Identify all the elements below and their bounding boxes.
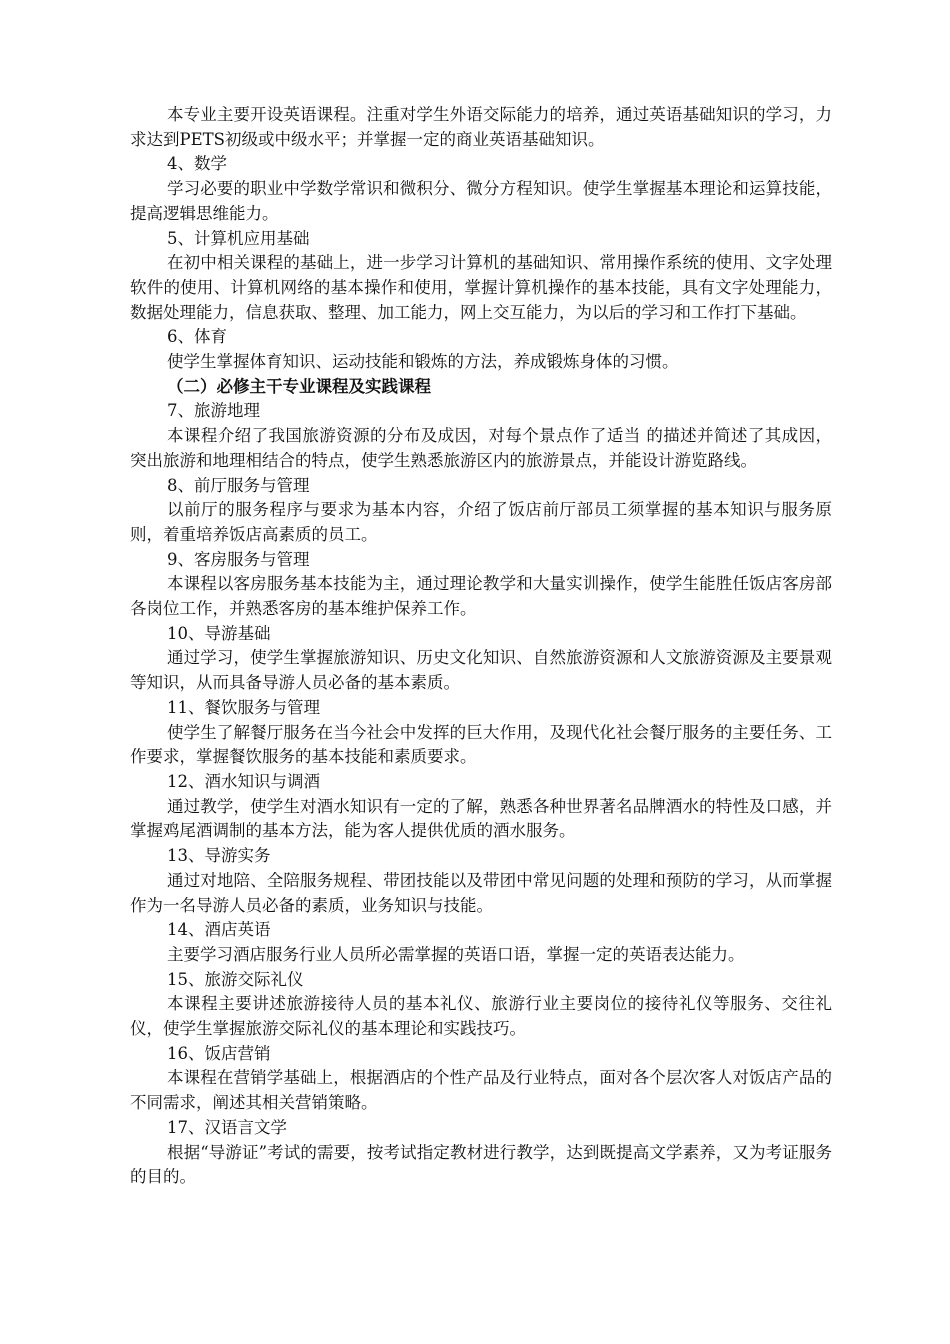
paragraph-computer: 在初中相关课程的基础上，进一步学习计算机的基础知识、常用操作系统的使用、文字处理软件的使用、计算机网络的基本操作和使用，掌握计算机操作的基本技能，具有文字处理能力，数据处理能力，信息获取、整理、加工能力，网上交互能力，为以后的学习和工作打下基础。 [130,253,832,322]
heading-guide-practice: 13、导游实务 [167,846,271,866]
paragraph-guide-basics: 通过学习，使学生掌握旅游知识、历史文化知识、自然旅游资源和人文旅游资源及主要景观等知识，从而具备导游人员必备的基本素质。 [130,648,832,693]
heading-hotel-english: 14、酒店英语 [167,920,271,940]
paragraph-housekeeping: 本课程以客房服务基本技能为主，通过理论教学和大量实训操作，使学生能胜任饭店客房部各岗位工作，并熟悉客房的基本维护保养工作。 [130,574,832,619]
paragraph-etiquette: 本课程主要讲述旅游接待人员的基本礼仪、旅游行业主要岗位的接待礼仪等服务、交往礼仪，使学生掌握旅游交际礼仪的基本理论和实践技巧。 [130,994,832,1039]
heading-guide-basics: 10、导游基础 [167,623,271,643]
heading-math: 4、数学 [167,154,227,174]
paragraph-chinese-literature: 根据“导游证”考试的需要，按考试指定教材进行教学，达到既提高文学素养，又为考证服务的目的。 [130,1142,832,1187]
heading-computer: 5、计算机应用基础 [167,228,310,248]
heading-pe: 6、体育 [167,327,227,347]
paragraph-math: 学习必要的职业中学数学常识和微积分、微分方程知识。使学生掌握基本理论和运算技能，提高逻辑思维能力。 [130,179,832,223]
heading-catering: 11、餐饮服务与管理 [167,697,320,717]
heading-chinese-literature: 17、汉语言文学 [167,1117,287,1137]
heading-front-office: 8、前厅服务与管理 [167,475,310,495]
paragraph-hotel-marketing: 本课程在营销学基础上，根据酒店的个性产品及行业特点，面对各个层次客人对饭店产品的不同需求，阐述其相关营销策略。 [130,1068,832,1113]
heading-beverage: 12、酒水知识与调酒 [167,771,320,791]
paragraph-beverage: 通过教学，使学生对酒水知识有一定的了解，熟悉各种世界著名品牌酒水的特性及口感，并掌握鸡尾酒调制的基本方法，能为客人提供优质的酒水服务。 [130,796,832,841]
heading-hotel-marketing: 16、饭店营销 [167,1043,271,1063]
paragraph-tourism-geography: 本课程介绍了我国旅游资源的分布及成因，对每个景点作了适当 的描述并简述了其成因，突出旅游和地理相结合的特点，使学生熟悉旅游区内的旅游景点，并能设计游览路线。 [130,426,832,470]
document-page [130,103,832,1190]
heading-etiquette: 15、旅游交际礼仪 [167,969,304,989]
paragraph-pe: 使学生掌握体育知识、运动技能和锻炼的方法，养成锻炼身体的习惯。 [167,352,679,372]
section-heading-required-courses: （二）必修主干专业课程及实践课程 [167,376,431,396]
heading-tourism-geography: 7、旅游地理 [167,401,260,421]
paragraph-hotel-english: 主要学习酒店服务行业人员所必需掌握的英语口语，掌握一定的英语表达能力。 [167,944,745,964]
paragraph-english-intro: 本专业主要开设英语课程。注重对学生外语交际能力的培养，通过英语基础知识的学习，力求达到PETS初级或中级水平；并掌握一定的商业英语基础知识。 [130,105,832,149]
paragraph-front-office: 以前厅的服务程序与要求为基本内容，介绍了饭店前厅部员工须掌握的基本知识与服务原则，着重培养饭店高素质的员工。 [130,500,832,544]
heading-housekeeping: 9、客房服务与管理 [167,549,310,569]
paragraph-catering: 使学生了解餐厅服务在当今社会中发挥的巨大作用，及现代化社会餐厅服务的主要任务、工作要求，掌握餐饮服务的基本技能和素质要求。 [130,722,832,767]
paragraph-guide-practice: 通过对地陪、全陪服务规程、带团技能以及带团中常见问题的处理和预防的学习，从而掌握作为一名导游人员必备的素质，业务知识与技能。 [130,870,832,915]
